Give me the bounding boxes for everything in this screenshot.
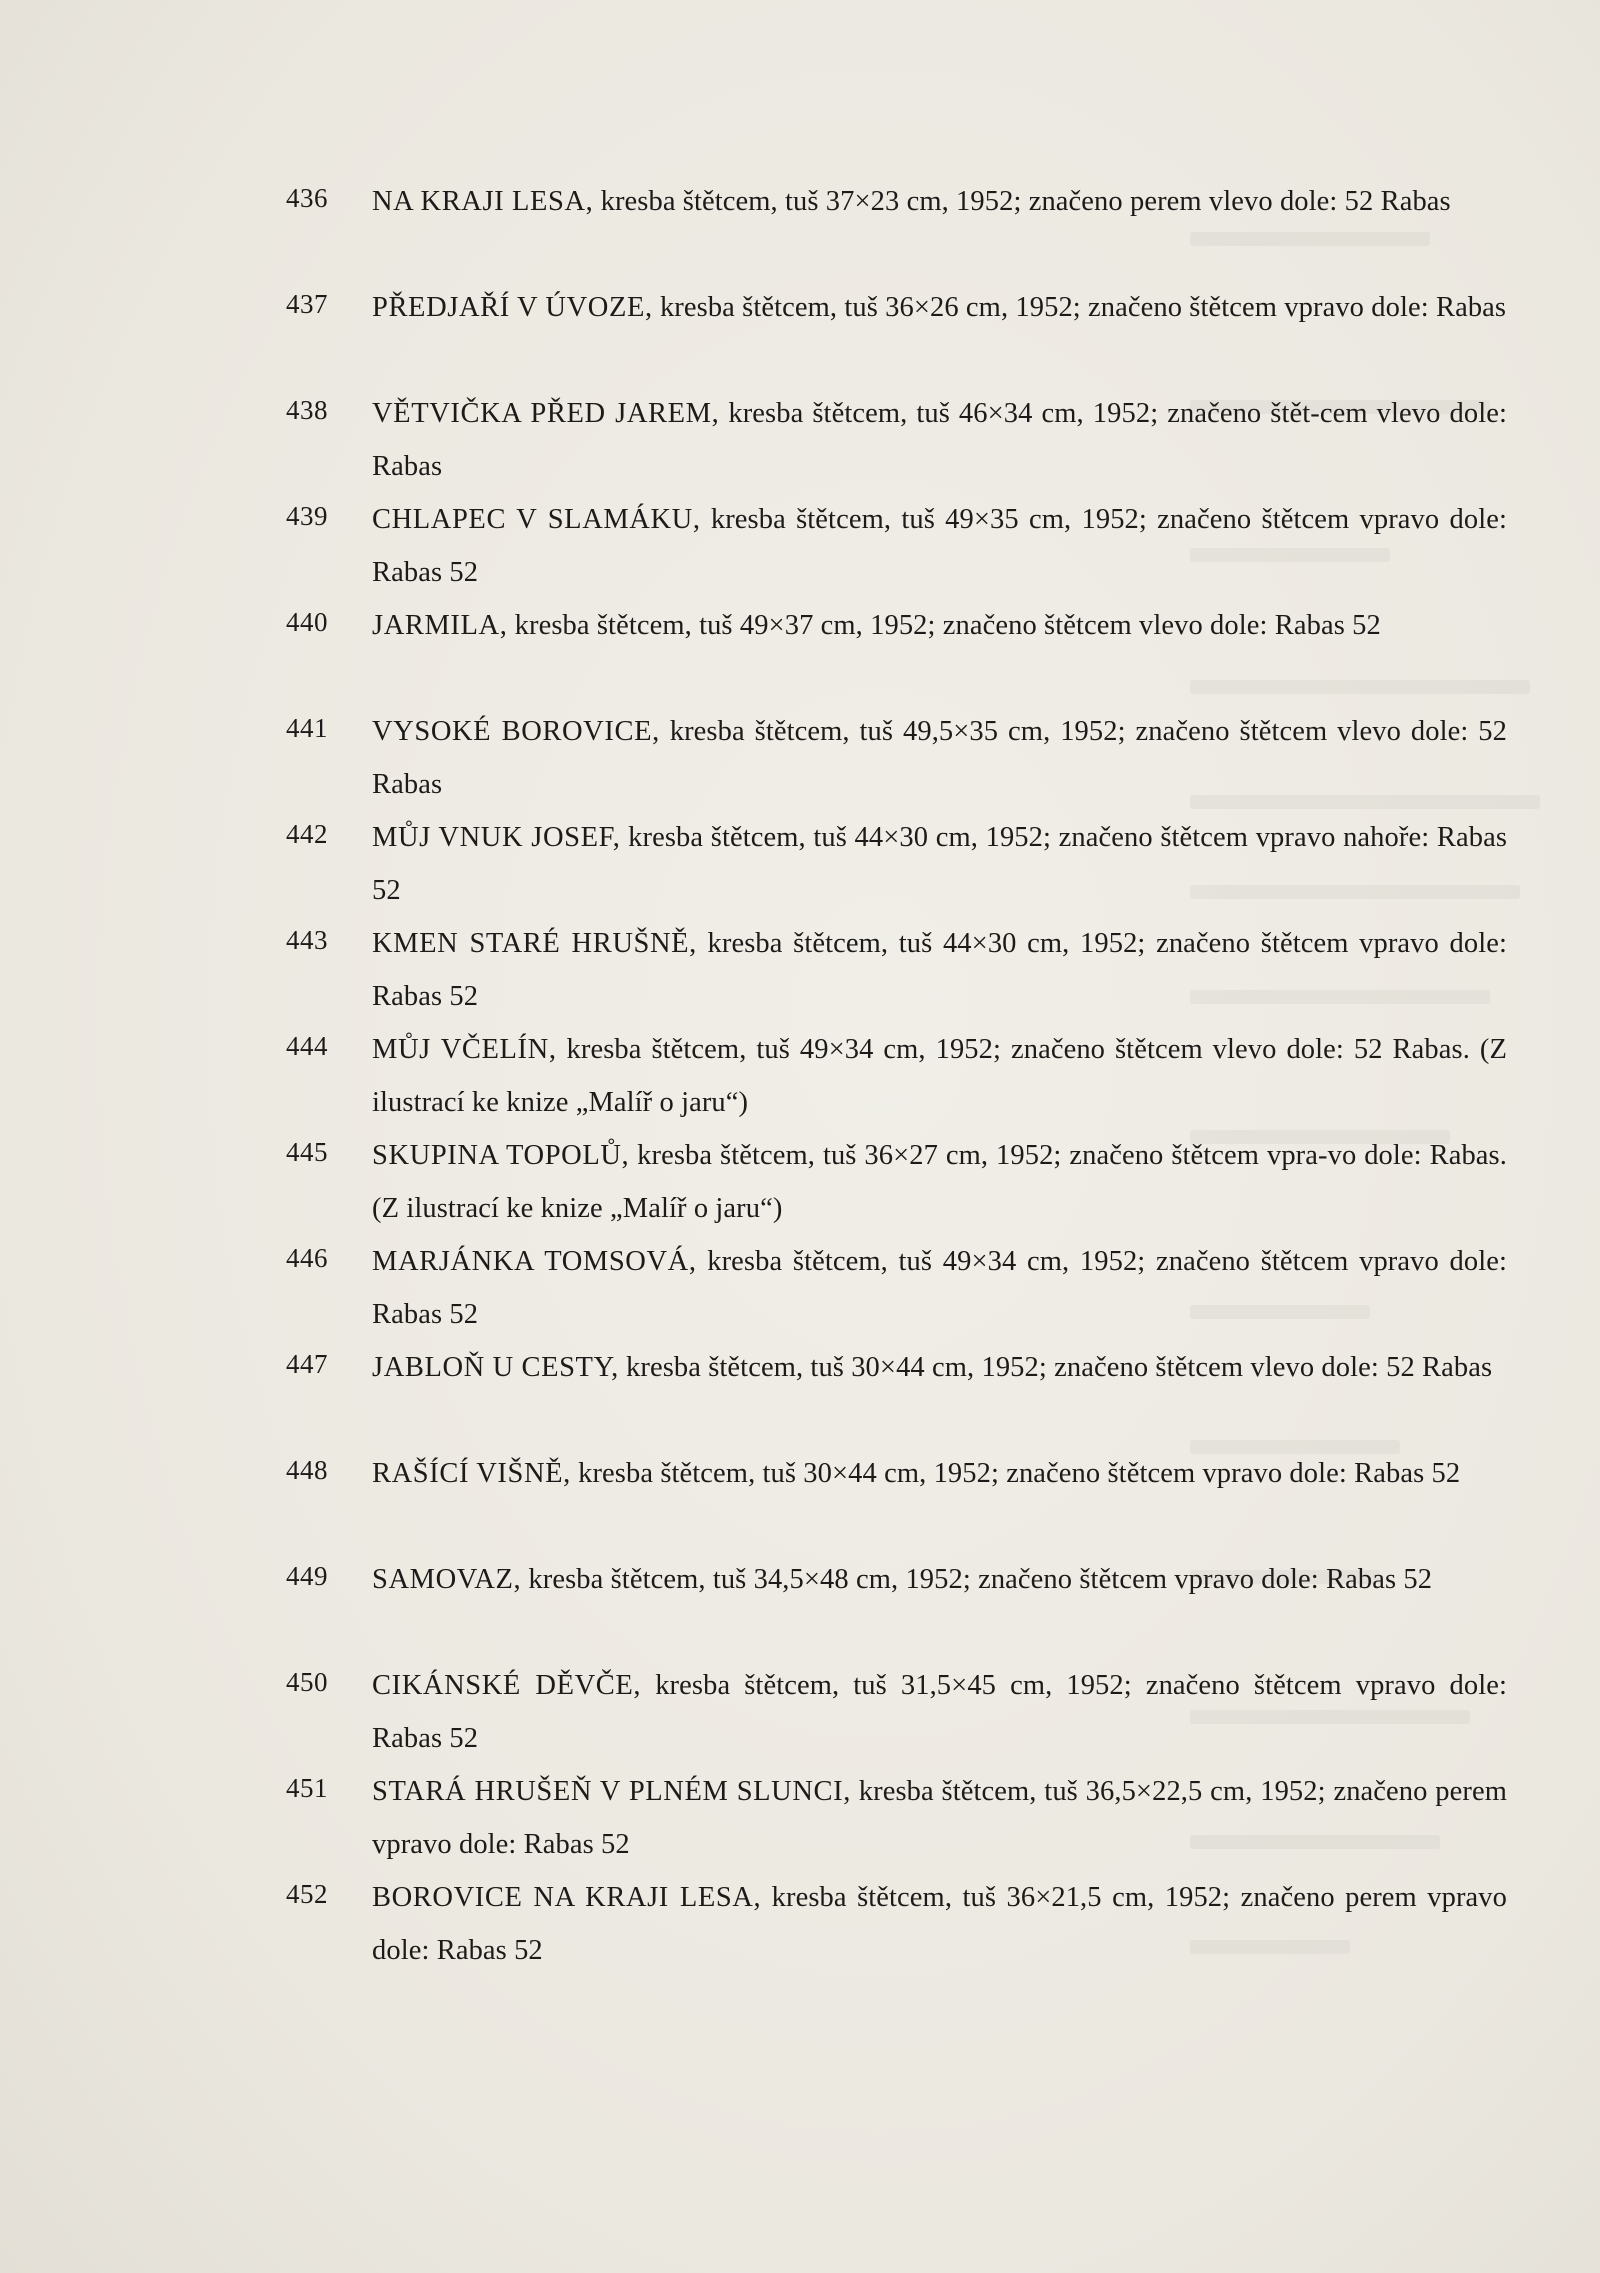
entry-text [372,1129,1507,1235]
entry-description: kresba štětcem, tuš 34,5×48 cm, 1952; značeno štětcem vpravo dole: Rabas 52 [521,1564,1433,1595]
entry-title: SKUPINA TOPOLŮ, [372,1140,630,1171]
entry-title: SAMOVAZ, [372,1564,522,1595]
entry-title: MARJÁNKA TOMSOVÁ, [372,1246,697,1277]
entry-text [372,1765,1507,1871]
entry-text [372,1447,1507,1500]
entry-title: JARMILA, [372,610,508,641]
entry-description: kresba štětcem, tuš 44×30 cm, 1952; značeno štětcem vpravo nahoře: Rabas 52 [372,822,1508,906]
entry-description: kresba štětcem, tuš 49×34 cm, 1952; značeno štětcem vlevo dole: 52 Rabas. (Z ilustrací ke knize „Malíř o jaru“) [372,1034,1507,1118]
entry-text [372,705,1507,811]
entry-number: 445 [286,1137,328,1167]
entry-text [372,1023,1507,1129]
entry-description: kresba štětcem, tuš 49×34 cm, 1952; značeno štětcem vpravo dole: Rabas 52 [372,1246,1507,1330]
entry-title: MŮJ VNUK JOSEF, [372,822,621,853]
entry-number: 449 [286,1561,328,1591]
entry-number: 442 [286,819,328,849]
entry-text [372,1341,1507,1394]
entry-number: 438 [286,395,328,425]
entry-title: VYSOKÉ BOROVICE, [372,716,660,747]
entry-description: kresba štětcem, tuš 49×37 cm, 1952; značeno štětcem vlevo dole: Rabas 52 [507,610,1381,641]
entry-description: kresba štětcem, tuš 37×23 cm, 1952; značeno perem vlevo dole: 52 Rabas [593,186,1451,217]
entry-number: 444 [286,1031,328,1061]
entry-text [372,493,1507,599]
entry-number: 450 [286,1667,328,1697]
entry-number: 439 [286,501,328,531]
entry-description: kresba štětcem, tuš 30×44 cm, 1952; značeno štětcem vpravo dole: Rabas 52 [570,1458,1461,1489]
entry-description: kresba štětcem, tuš 36×26 cm, 1952; značeno štětcem vpravo dole: Rabas [652,292,1507,323]
entry-number: 452 [286,1879,328,1909]
entry-text [372,917,1507,1023]
entry-number: 446 [286,1243,328,1273]
entry-number: 436 [286,183,328,213]
entry-number: 443 [286,925,328,955]
entry-title: NA KRAJI LESA, [372,186,594,217]
entry-description: kresba štětcem, tuš 49,5×35 cm, 1952; značeno štětcem vlevo dole: 52 Rabas [372,716,1508,800]
entry-title: KMEN STARÉ HRUŠNĚ, [372,928,697,959]
entry-title: JABLOŇ U CESTY, [372,1352,619,1383]
entry-title: PŘEDJAŘÍ V ÚVOZE, [372,292,653,323]
entry-title: STARÁ HRUŠEŇ V PLNÉM SLUNCI, [372,1776,851,1807]
entry-description: kresba štětcem, tuš 31,5×45 cm, 1952; značeno štětcem vpravo dole: Rabas 52 [372,1670,1507,1754]
entry-text [372,1659,1507,1765]
entry-text [372,175,1507,228]
entry-text [372,1553,1507,1606]
entry-text [372,281,1507,334]
entry-text [372,811,1507,917]
entry-title: BOROVICE NA KRAJI LESA, [372,1882,762,1913]
entry-title: CHLAPEC V SLAMÁKU, [372,504,701,535]
entry-text [372,1871,1507,1977]
entry-text [372,599,1507,652]
entry-title: MŮJ VČELÍN, [372,1034,557,1065]
entry-number: 437 [286,289,328,319]
entry-description: kresba štětcem, tuš 30×44 cm, 1952; značeno štětcem vlevo dole: 52 Rabas [618,1352,1493,1383]
entry-description: kresba štětcem, tuš 49×35 cm, 1952; značeno štětcem vpravo dole: Rabas 52 [372,504,1507,588]
entry-number: 448 [286,1455,328,1485]
entry-description: kresba štětcem, tuš 44×30 cm, 1952; značeno štětcem vpravo dole: Rabas 52 [372,928,1507,1012]
entry-number: 440 [286,607,328,637]
entry-title: CIKÁNSKÉ DĚVČE, [372,1670,642,1701]
entry-description: kresba štětcem, tuš 36×27 cm, 1952; značeno štětcem vpra-vo dole: Rabas. (Z ilustrací ke knize „Malíř o jaru“) [372,1140,1507,1224]
entry-text [372,387,1507,493]
entry-title: VĚTVIČKA PŘED JAREM, [372,398,720,429]
entry-number: 441 [286,713,328,743]
entry-description: kresba štětcem, tuš 36×21,5 cm, 1952; značeno perem vpravo dole: Rabas 52 [372,1882,1507,1966]
entry-description: kresba štětcem, tuš 46×34 cm, 1952; značeno štět-cem vlevo dole: Rabas [372,398,1507,482]
entry-number: 451 [286,1773,328,1803]
entry-description: kresba štětcem, tuš 36,5×22,5 cm, 1952; značeno perem vpravo dole: Rabas 52 [372,1776,1507,1860]
entry-text [372,1235,1507,1341]
entry-title: RAŠÍCÍ VIŠNĚ, [372,1458,571,1489]
entry-number: 447 [286,1349,328,1379]
